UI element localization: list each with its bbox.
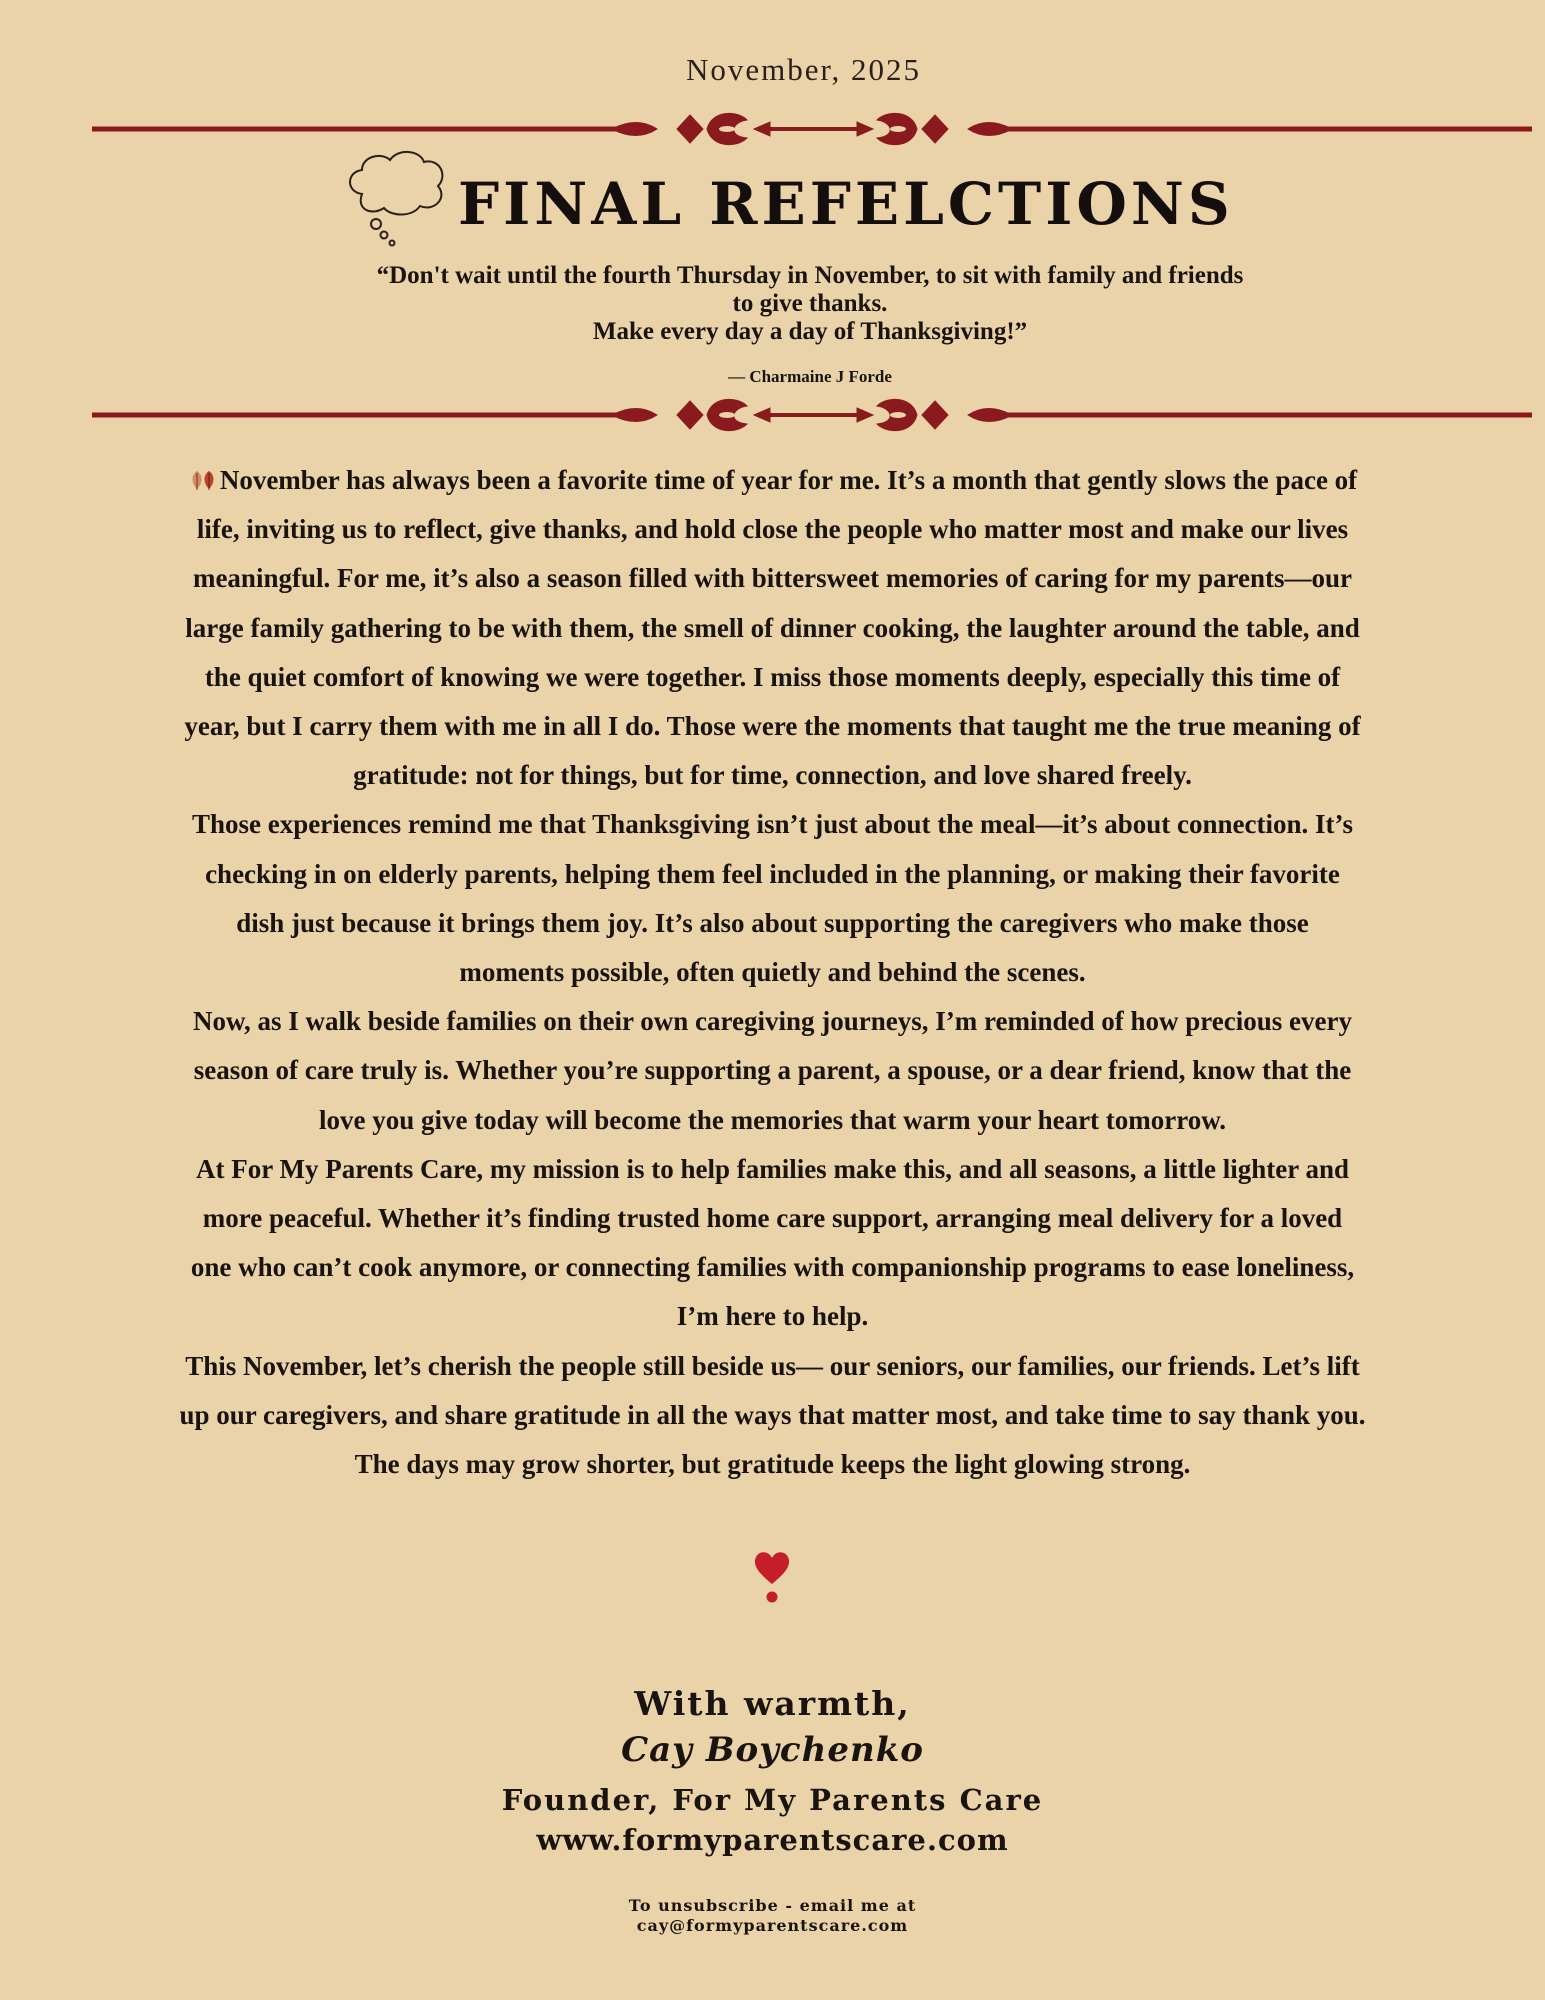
author-role: Founder, For My Parents Care bbox=[501, 1783, 1044, 1817]
body-line: I’m here to help. bbox=[676, 1301, 869, 1332]
body-line: up our caregivers, and share gratitude in all the ways that matter most, and take time to say thank you. bbox=[179, 1399, 1366, 1430]
body-line: This November, let’s cherish the people still beside us— our seniors, our families, our friends. Let’s lift bbox=[185, 1350, 1360, 1381]
website-link[interactable]: www.formyparentscare.com bbox=[536, 1823, 1009, 1857]
leaf-icon bbox=[188, 469, 218, 491]
body-line: At For My Parents Care, my mission is to help families make this, and all seasons, a little lighter and bbox=[196, 1153, 1349, 1184]
body-line: The days may grow shorter, but gratitude keeps the light glowing strong. bbox=[354, 1449, 1191, 1480]
quote-line: Make every day a day of Thanksgiving!” bbox=[592, 318, 1028, 345]
body-line: one who can’t cook anymore, or connecting families with companionship programs to ease loneliness, bbox=[190, 1252, 1355, 1283]
thought-bubble-icon bbox=[340, 146, 450, 250]
body-line: life, inviting us to reflect, give thanks, and hold close the people who matter most and make our lives bbox=[196, 514, 1349, 545]
ornamental-divider-top bbox=[92, 102, 1532, 156]
closing-line: With warmth, bbox=[634, 1684, 911, 1723]
body-line: dish just because it brings them joy. It’s also about supporting the caregivers who make those bbox=[236, 907, 1309, 938]
letter-body bbox=[110, 456, 1435, 1489]
quote-line: “Don't wait until the fourth Thursday in November, to sit with family and friends bbox=[376, 262, 1244, 289]
body-line: moments possible, often quietly and behind the scenes. bbox=[459, 957, 1086, 988]
page-title: FINAL REFELCTIONS bbox=[458, 170, 1234, 238]
body-line: the quiet comfort of knowing we were together. I miss those moments deeply, especially this time of bbox=[204, 661, 1341, 692]
body-line: November has always been a favorite time of year for me. It’s a month that gently slows the pace of bbox=[110, 456, 1435, 505]
body-line: checking in on elderly parents, helping them feel included in the planning, or making their favorite bbox=[205, 858, 1340, 889]
unsubscribe-email-link[interactable]: cay@formyparentscare.com bbox=[636, 1916, 909, 1935]
ornamental-divider-bottom bbox=[92, 388, 1532, 442]
body-line: Now, as I walk beside families on their own caregiving journeys, I’m reminded of how precious every bbox=[193, 1006, 1352, 1037]
author-signature: Cay Boychenko bbox=[621, 1730, 924, 1770]
quote-line: to give thanks. bbox=[732, 290, 888, 317]
quote-author: — Charmaine J Forde bbox=[728, 367, 892, 386]
newsletter-date: November, 2025 bbox=[685, 52, 922, 87]
unsubscribe-text: To unsubscribe - email me at bbox=[628, 1896, 917, 1915]
heart-exclamation-icon bbox=[752, 1548, 792, 1604]
quote-block bbox=[250, 262, 1370, 346]
body-line: year, but I carry them with me in all I do. Those were the moments that taught me the true meaning of bbox=[184, 711, 1361, 742]
body-line: meaningful. For me, it’s also a season filled with bittersweet memories of caring for my parents—our bbox=[192, 563, 1353, 594]
unsubscribe-note bbox=[0, 1896, 1545, 1936]
body-line: Those experiences remind me that Thanksgiving isn’t just about the meal—it’s about connection. It’s bbox=[191, 809, 1354, 840]
body-line: more peaceful. Whether it’s finding trusted home care support, arranging meal delivery for a loved bbox=[202, 1203, 1343, 1234]
body-line: season of care truly is. Whether you’re supporting a parent, a spouse, or a dear friend, know that the bbox=[193, 1055, 1352, 1086]
body-line: large family gathering to be with them, the smell of dinner cooking, the laughter around the table, and bbox=[185, 612, 1360, 643]
body-line: gratitude: not for things, but for time, connection, and love shared freely. bbox=[353, 760, 1192, 791]
body-line: love you give today will become the memories that warm your heart tomorrow. bbox=[318, 1104, 1227, 1135]
